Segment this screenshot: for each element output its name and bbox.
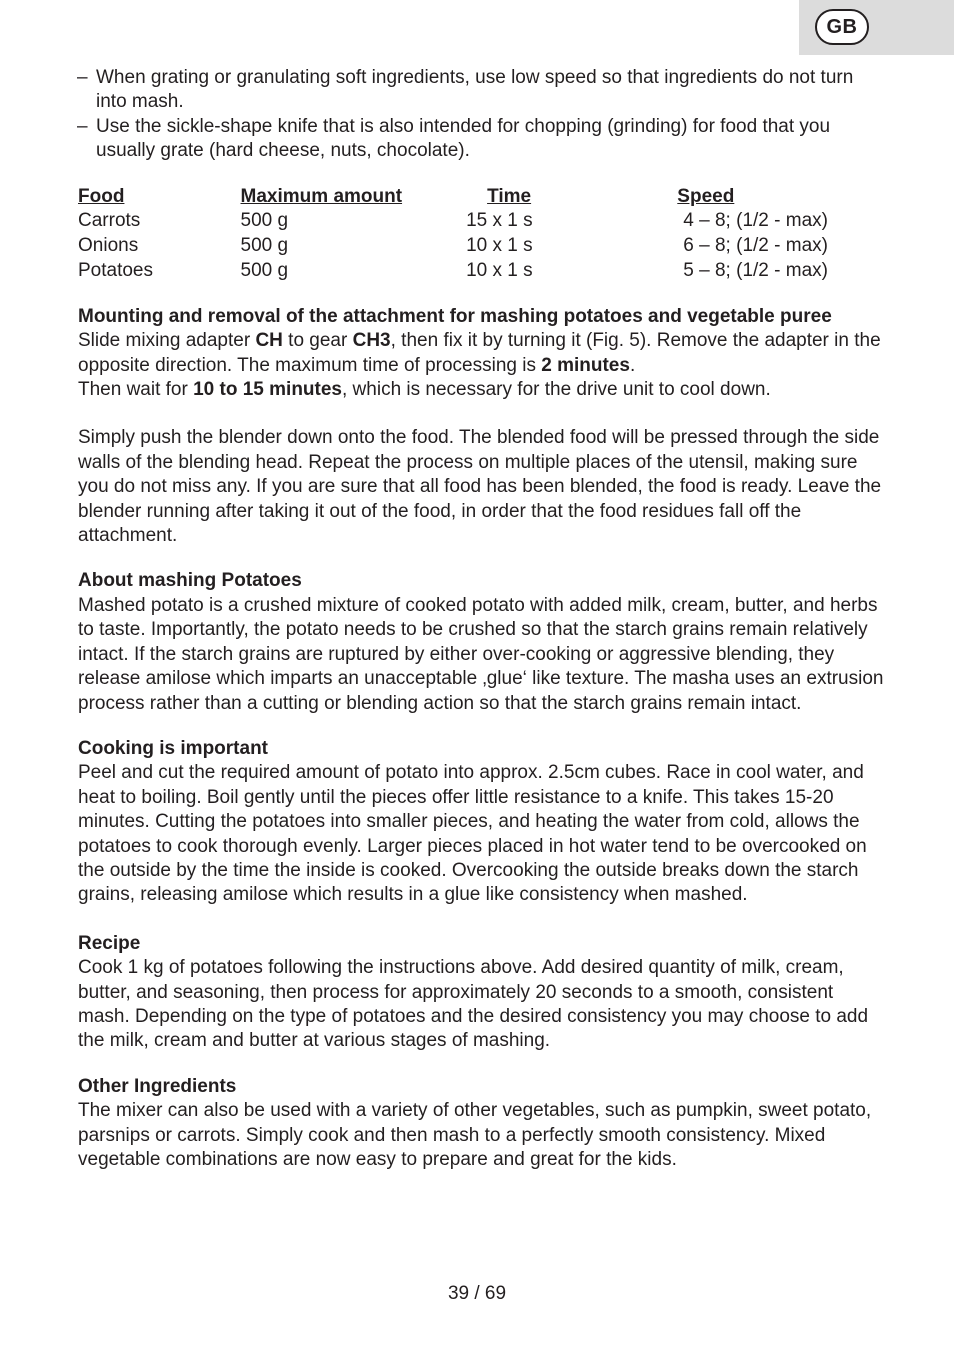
page-content: [78, 66, 888, 1172]
list-item: – Use the sickle-shape knife that is also intended for chopping (grinding) for food that you usually grate (hard cheese, nuts, chocolate).: [77, 115, 831, 162]
page-number: 39 / 69: [447, 1283, 507, 1304]
dash-bullet: –: [77, 67, 88, 88]
dash-bullet: –: [77, 115, 88, 137]
table-row: Onions 500 g 10 x 1 s 6 – 8; (1/2 - max): [78, 235, 828, 257]
processing-table: [78, 185, 888, 284]
language-tab: [799, 0, 954, 55]
language-badge: GB: [815, 9, 869, 45]
section-text: Peel and cut the required amount of potato into approx. 2.5cm cubes. Race in cool water, and heat to boiling. Boil gently until the pieces offer little resistance to a knife. This takes 15-20 minutes. Cutting the potatoes into smaller pieces, and heating the water from cold, allows the potatoes to cook thorough evenly. Larger pieces placed in hot water tend to be overcooked on the outside by the time the inside is cooked. Overcooking the outside breaks down the starch grains, releasing amilose which results in a glue like consistency when mashed.: [78, 762, 867, 906]
header-maximum-amount: Maximum amount: [240, 185, 403, 207]
mounting-paragraph: Slide mixing adapter CH to gear CH3, then fix it by turning it (Fig. 5). Remove the adapter in the opposite direction. The maximum time of processing is 2 minutes. Then wait for 10 to 15 minutes, which is necessary for the drive unit to cool down.: [78, 330, 881, 401]
section-heading-mounting: Mounting and removal of the attachment for mashing potatoes and vegetable puree: [78, 305, 832, 327]
section-heading: Recipe: [78, 932, 141, 954]
table-row: Potatoes 500 g 10 x 1 s 5 – 8; (1/2 - max): [78, 260, 828, 282]
blender-paragraph: Simply push the blender down onto the food. The blended food will be pressed through the side walls of the blending head. Repeat the process on multiple places of the utensil, making sure you do not miss any. If you are sure that all food has been blended, the food is ready. Leave the blender running after taking it out of the food, in order that the food residues fall off the attachment.: [78, 427, 882, 547]
section-heading: About mashing Potatoes: [78, 570, 302, 592]
table-header-row: [78, 185, 888, 210]
table-row: Carrots 500 g 15 x 1 s 4 – 8; (1/2 - max): [78, 210, 828, 232]
section-heading: Cooking is important: [78, 737, 268, 759]
tips-list: [78, 66, 888, 164]
header-speed: Speed: [677, 185, 735, 207]
section-text: Cook 1 kg of potatoes following the instructions above. Add desired quantity of milk, cream, butter, and seasoning, then process for approximately 20 seconds to a smooth, consistent mash. Depending on the type of potatoes and the desired consistency you may choose to add the milk, cream and butter at various stages of mashing.: [78, 957, 869, 1052]
list-item: – When grating or granulating soft ingredients, use low speed so that ingredients do not turn into mash.: [77, 67, 854, 113]
section-heading: Other Ingredients: [78, 1075, 237, 1097]
header-time: Time: [487, 185, 532, 207]
header-food: Food: [78, 185, 125, 207]
section-text: The mixer can also be used with a variety of other vegetables, such as pumpkin, sweet potato, parsnips or carrots. Simply cook and then mash to a perfectly smooth consistency. Mixed vegetable combinations are now easy to prepare and great for the kids.: [78, 1100, 872, 1170]
section-text: Mashed potato is a crushed mixture of cooked potato with added milk, cream, butter, and herbs to taste. Importantly, the potato needs to be crushed so that the starch grains remain relatively intact. If the starch grains are ruptured by either over-cooking or aggressive blending, they release amilose which imparts an unacceptable ‚glue‘ like texture. The masha uses an extrusion process rather than a cutting or blending action so that the starch grains remain intact.: [78, 594, 884, 714]
